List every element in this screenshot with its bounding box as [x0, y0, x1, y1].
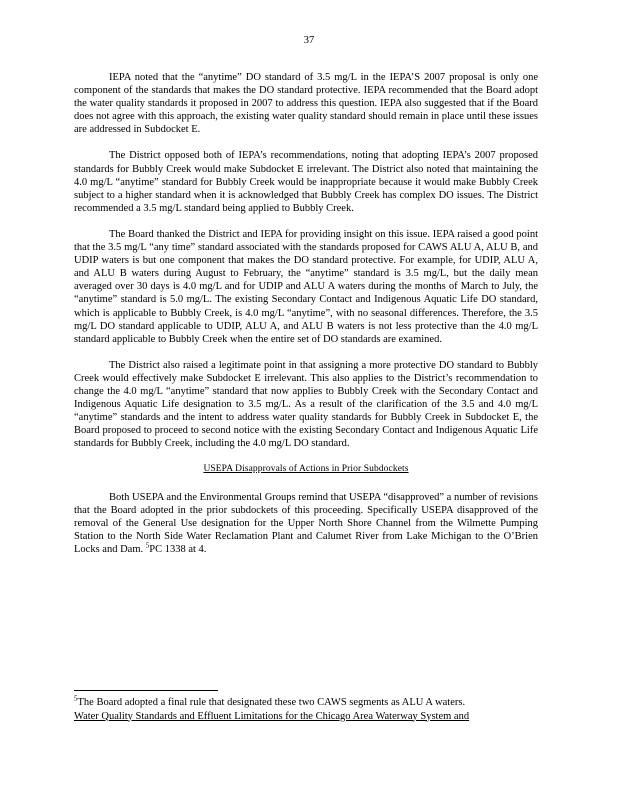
citation: PC 1338 at 4. — [149, 543, 207, 555]
footnote-divider — [74, 690, 218, 691]
section-heading: USEPA Disapprovals of Actions in Prior Subdockets — [203, 464, 409, 475]
paragraph-text: Both USEPA and the Environmental Groups remind that USEPA “disapproved” a number of revisions that the Board adopted in the prior subdockets of this proceeding. Specifically USEPA disapproved of the removal of the General Use designation for the Upper North Shore Channel from the Wilmette Pumping Station to the North Side Water Reclamation Plant and Calumet River from Lake Michigan to the O’Brien Locks and Dam. — [74, 491, 538, 555]
paragraph-district-legitimate-point: The District also raised a legitimate point in that assigning a more protective DO standard to Bubbly Creek would effectively make Subdocket E irrelevant. This also applies to the District’s recommendation to change the 4.0 mg/L “anytime” standard that now applies to Bubbly Creek with the Secondary Contact and Indigenous Aquatic Life designation to 3.5 mg/L. As a result of the clarification of the 3.5 and 4.0 mg/L “anytime” standards and the intent to address water quality standards for Bubbly Creek in Subdocket E, the Board proposed to proceed to second notice with the existing Secondary Contact and Indigenous Aquatic Life standards for Bubbly Creek, including the 4.0 mg/L DO standard. — [74, 359, 538, 450]
paragraph-board-thanks: The Board thanked the District and IEPA for providing insight on this issue. IEPA raised a good point that the 3.5 mg/L “any time” standard associated with the standards proposed for CAWS ALU A, ALU B, and UDIP waters is but one component that makes the DO standard protective. For example, for UDIP, ALU A, and ALU B waters during August to February, the “anytime” standard is 3.5 mg/L, but the daily mean averaged over 30 days is 4.0 mg/L and for UDIP and ALU A waters during the months of March to July, the “anytime” standard is 5.0 mg/L. The existing Secondary Contact and Indigenous Aquatic Life DO standard, which is applicable to Bubbly Creek, is 4.0 mg/L “anytime”, with no seasonal differences. Therefore, the 3.5 mg/L DO standard applicable to UDIP, ALU A, and ALU B waters is not less protective than the 4.0 mg/L standard applicable to Bubbly Creek when the entire set of DO standards are examined. — [74, 228, 538, 345]
footnote-text: The Board adopted a final rule that designated these two CAWS segments as ALU A waters. — [77, 697, 466, 708]
footnote — [74, 696, 538, 723]
footnote-reference[interactable]: 5 — [145, 541, 150, 550]
footnote-underlined-title: Water Quality Standards and Effluent Limitations for the Chicago Area Waterway System and — [74, 710, 470, 722]
page-number: 37 — [303, 35, 315, 46]
paragraph-district-opposes: The District opposed both of IEPA’s recommendations, noting that adopting IEPA’s 2007 proposed standards for Bubbly Creek would make Subdocket E irrelevant. The District also noted that maintaining the 4.0 mg/L “anytime” standard for Bubbly Creek would be inappropriate because it would make Bubbly Creek subject to a higher standard when it is acknowledged that Bubbly Creek has complex DO issues. The District recommended a 3.5 mg/L standard being applied to Bubbly Creek. — [74, 150, 538, 214]
footnote-marker: 5 — [74, 694, 78, 703]
paragraph-usepa-disapprovals — [74, 491, 538, 556]
body-text — [74, 71, 538, 569]
paragraph-iepa-note: IEPA noted that the “anytime” DO standard of 3.5 mg/L in the IEPA’S 2007 proposal is only one component of the standards that makes the DO standard protective. IEPA recommended that the Board adopt the water quality standards it proposed in 2007 to address this question. IEPA also suggested that if the Board does not agree with this approach, the existing water quality standard should remain in place until these issues are addressed in Subdocket E. — [74, 72, 538, 136]
